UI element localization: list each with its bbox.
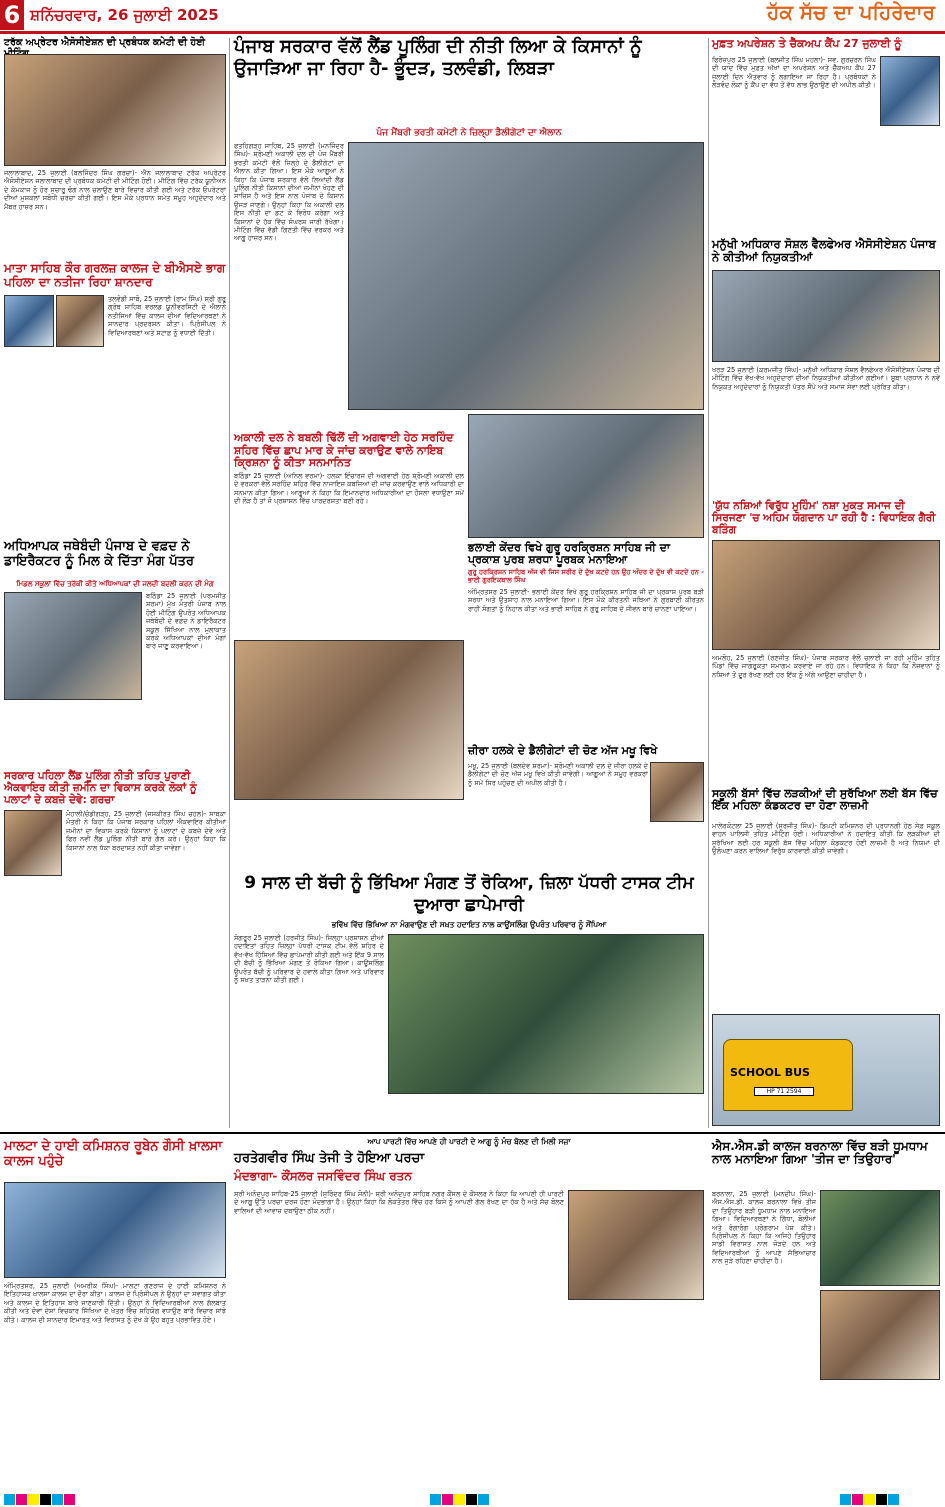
c1-body: ਫਿਰੋਜ਼ਪੁਰ 25 ਜੁਲਾਈ (ਬਲਜੀਤ ਸਿੰਘ ਮਹਲਾ)- ਸਵ. ਗੁਰਚਰਨ ਸਿੰਘ ਦੀ ਯਾਦ ਵਿੱਚ ਮੁਫ਼ਤ ਅੱਖਾਂ ਦਾ ਅਪਰੇਸ਼ਨ ਅਤੇ ਚੈੱਕਅਪ ਕੈਂਪ 27 ਜੁਲਾਈ ਦਿਨ ਐਤਵਾਰ ਨੂੰ ਲਗਾਇਆ ਜਾ ਰਿਹਾ ਹੈ। ਪ੍ਰਬੰਧਕਾਂ ਨੇ ਲੋੜਵੰਦ ਲੋਕਾਂ ਨੂੰ ਕੈਂਪ ਦਾ ਵੱਧ ਤੋਂ ਵੱਧ ਲਾਭ ਉਠਾਉਣ ਦੀ ਅਪੀਲ ਕੀਤੀ।	[712, 56, 876, 90]
a3-headline: ਅਧਿਆਪਕ ਜਥੇਬੰਦੀ ਪੰਜਾਬ ਦੇ ਵਫ਼ਦ ਨੇ ਡਾਇਰੈਕਟਰ ਨੂੰ ਮਿਲ ਕੇ ਦਿੱਤਾ ਮੰਗ ਪੱਤਰ	[4, 539, 194, 569]
a2-photo-1	[4, 295, 54, 347]
b1-body: ਬਠਿੰਡਾ 25 ਜੁਲਾਈ (ਅਨਿਲ ਵਰਮਾ)- ਹਲਕਾ ਇੰਚਾਰਜ ਦੀ ਅਗਵਾਈ ਹੇਠ ਸ਼੍ਰੋਮਣੀ ਅਕਾਲੀ ਦਲ ਦੇ ਵਰਕਰਾਂ ਵੱਲੋਂ ਸਰਹਿੰਦ ਸ਼ਹਿਰ ਵਿੱਚ ਨਾਜਾਇਜ਼ ਕਬਜ਼ਿਆਂ ਦੀ ਜਾਂਚ ਕਰਵਾਉਣ ਵਾਲੇ ਅਧਿਕਾਰੀ ਦਾ ਸਨਮਾਨ ਕੀਤਾ ਗਿਆ। ਆਗੂਆਂ ਨੇ ਕਿਹਾ ਕਿ ਇਮਾਨਦਾਰ ਅਧਿਕਾਰੀਆਂ ਦਾ ਹੌਸਲਾ ਵਧਾਉਣਾ ਸਮੇਂ ਦੀ ਲੋੜ ਹੈ ਤਾਂ ਜੋ ਪ੍ਰਸ਼ਾਸਨ ਵਿੱਚ ਪਾਰਦਰਸ਼ਤਾ ਬਣੀ ਰਹੇ।	[234, 472, 464, 506]
b4-headline: 9 ਸਾਲ ਦੀ ਬੱਚੀ ਨੂੰ ਭਿੱਖਿਆ ਮੰਗਣ ਤੋਂ ਰੋਕਿਆ, ਜ਼ਿਲਾ ਪੱਧਰੀ ਟਾਸਕ ਟੀਮ ਦੁਆਰਾ ਛਾਪੇਮਾਰੀ	[244, 873, 694, 915]
d2-photo-1	[820, 1190, 940, 1286]
b5-headline: ਹਰਤੇਗਵੀਰ ਸਿੰਘ ਤੇਜੀ ਤੇ ਹੋਇਆ ਪਰਚਾ	[234, 1151, 425, 1166]
b3-headline: ਜ਼ੀਰਾ ਹਲਕੇ ਦੇ ਡੈਲੀਗੇਟਾਂ ਦੀ ਚੋਣ ਅੱਜ ਮਖੂ ਵਿਖੇ	[468, 744, 658, 757]
page-number: 6	[3, 1, 21, 29]
c3-photo	[712, 540, 940, 650]
d1-photo	[4, 1182, 226, 1278]
a2-headline: ਮਾਤਾ ਸਾਹਿਬ ਕੌਰ ਗਰਲਜ਼ ਕਾਲਜ ਦੇ ਬੀਐਸਏ ਭਾਗ ਪਹਿਲਾ ਦਾ ਨਤੀਜਾ ਰਿਹਾ ਸ਼ਾਨਦਾਰ	[4, 261, 226, 289]
a3-photo	[4, 592, 142, 700]
a4-headline: ਸਰਕਾਰ ਪਹਿਲਾ ਲੈਂਡ ਪੂਲਿੰਗ ਨੀਤੀ ਤਹਿਤ ਪੁਰਾਣੀ ਐਕਵਾਇਰ ਕੀਤੀ ਜ਼ਮੀਨ ਦਾ ਵਿਕਾਸ ਕਰਕੇ ਲੋਕਾਂ ਨੂੰ ਪਲਾਟਾਂ ਦੇ ਕਬਜ਼ੇ ਦੇਵੇ: ਗਰਚਾ	[4, 770, 197, 807]
lead-headline: ਪੰਜਾਬ ਸਰਕਾਰ ਵੱਲੋਂ ਲੈਂਡ ਪੂਲਿੰਗ ਦੀ ਨੀਤੀ ਲਿਆ ਕੇ ਕਿਸਾਨਾਂ ਨੂੰ ਉਜਾੜਿਆ ਜਾ ਰਿਹਾ ਹੈ- ਭੂੰਦੜ, ਤਲਵੰਡੀ, ਲਿਬੜਾ	[234, 36, 642, 79]
c2-headline: ਮਨੁੱਖੀ ਅਧਿਕਾਰ ਸੋਸ਼ਲ ਵੈਲਫੇਅਰ ਐਸੋਸੀਏਸ਼ਨ ਪੰਜਾਬ ਨੇ ਕੀਤੀਆਂ ਨਿਯੁਕਤੀਆਂ	[712, 237, 936, 264]
b2-headline: ਭਲਾਈ ਕੇਂਦਰ ਵਿਖੇ ਗੁਰੂ ਹਰਕ੍ਰਿਸ਼ਨ ਸਾਹਿਬ ਜੀ ਦਾ ਪ੍ਰਕਾਸ਼ ਪੁਰਬ ਸ਼ਰਧਾ ਪੂਰਬਕ ਮਨਾਇਆ	[468, 541, 671, 567]
lead-photo	[348, 142, 704, 410]
a4-photo	[4, 810, 62, 876]
c2-body: ਖਰੜ 25 ਜੁਲਾਈ (ਕਰਮਜੀਤ ਸਿੰਘ)- ਮਨੁੱਖੀ ਅਧਿਕਾਰ ਸੋਸ਼ਲ ਵੈਲਫੇਅਰ ਐਸੋਸੀਏਸ਼ਨ ਪੰਜਾਬ ਦੀ ਮੀਟਿੰਗ ਵਿੱਚ ਵੱਖ-ਵੱਖ ਅਹੁਦੇਦਾਰਾਂ ਦੀਆਂ ਨਿਯੁਕਤੀਆਂ ਕੀਤੀਆਂ ਗਈਆਂ। ਸੂਬਾ ਪ੍ਰਧਾਨ ਨੇ ਨਵੇਂ ਨਿਯੁਕਤ ਅਹੁਦੇਦਾਰਾਂ ਨੂੰ ਨਿਯੁਕਤੀ ਪੱਤਰ ਸੌਂਪੇ ਅਤੇ ਸਮਾਜ ਸੇਵਾ ਲਈ ਪ੍ਰੇਰਿਤ ਕੀਤਾ।	[712, 366, 940, 391]
d2-headline: ਐਸ.ਐਸ.ਡੀ ਕਾਲਜ ਬਰਨਾਲਾ ਵਿੱਚ ਬੜੀ ਧੂਮਧਾਮ ਨਾਲ ਮਨਾਇਆ ਗਿਆ 'ਤੀਜ ਦਾ ਤਿਉਹਾਰ'	[712, 1139, 928, 1167]
page-number-box	[0, 0, 24, 30]
d1-body: ਅੰਮ੍ਰਿਤਸਰ, 25 ਜੁਲਾਈ (ਅਮਰੀਕ ਸਿੰਘ)- ਮਾਲਟਾ ਗਣਰਾਜ ਦੇ ਹਾਈ ਕਮਿਸ਼ਨਰ ਨੇ ਇਤਿਹਾਸਕ ਖ਼ਾਲਸਾ ਕਾਲਜ ਦਾ ਦੌਰਾ ਕੀਤਾ। ਕਾਲਜ ਦੇ ਪ੍ਰਿੰਸੀਪਲ ਨੇ ਉਨ੍ਹਾਂ ਦਾ ਸਵਾਗਤ ਕੀਤਾ ਅਤੇ ਕਾਲਜ ਦੇ ਇਤਿਹਾਸ ਬਾਰੇ ਜਾਣਕਾਰੀ ਦਿੱਤੀ। ਉਨ੍ਹਾਂ ਨੇ ਵਿਦਿਆਰਥੀਆਂ ਨਾਲ ਗੱਲਬਾਤ ਕੀਤੀ ਅਤੇ ਦੋਵਾਂ ਦੇਸ਼ਾਂ ਵਿਚਕਾਰ ਸਿੱਖਿਆ ਦੇ ਖੇਤਰ ਵਿੱਚ ਸਹਿਯੋਗ ਵਧਾਉਣ ਬਾਰੇ ਵਿਚਾਰ ਸਾਂਝੇ ਕੀਤੇ। ਕਾਲਜ ਦੀ ਸ਼ਾਨਦਾਰ ਇਮਾਰਤ ਅਤੇ ਵਿਰਾਸਤ ਨੂੰ ਦੇਖ ਕੇ ਉਹ ਬਹੁਤ ਪ੍ਰਭਾਵਿਤ ਹੋਏ।	[4, 1282, 226, 1324]
b5-photo	[568, 1190, 704, 1300]
b1-photo	[234, 640, 464, 800]
header-rule	[0, 31, 945, 34]
bus-plate: HP 71 2594	[754, 1087, 814, 1096]
d2-photo-2	[820, 1290, 940, 1380]
b3-body: ਮਖੂ, 25 ਜੁਲਾਈ (ਬਲਦੇਵ ਸ਼ਰਮਾ)- ਸ਼੍ਰੋਮਣੀ ਅਕਾਲੀ ਦਲ ਦੇ ਜ਼ੀਰਾ ਹਲਕੇ ਦੇ ਡੈਲੀਗੇਟਾਂ ਦੀ ਚੋਣ ਅੱਜ ਮਖੂ ਵਿਖੇ ਕੀਤੀ ਜਾਵੇਗੀ। ਆਗੂਆਂ ਨੇ ਸਮੂਹ ਵਰਕਰਾਂ ਨੂੰ ਸਮੇਂ ਸਿਰ ਪਹੁੰਚਣ ਦੀ ਅਪੀਲ ਕੀਤੀ ਹੈ।	[468, 762, 648, 787]
b2-body: ਅੰਮ੍ਰਿਤਸਰ 25 ਜੁਲਾਈ- ਭਲਾਈ ਕੇਂਦਰ ਵਿਖੇ ਗੁਰੂ ਹਰਕ੍ਰਿਸ਼ਨ ਸਾਹਿਬ ਜੀ ਦਾ ਪ੍ਰਕਾਸ਼ ਪੁਰਬ ਬੜੀ ਸ਼ਰਧਾ ਅਤੇ ਉਤਸ਼ਾਹ ਨਾਲ ਮਨਾਇਆ ਗਿਆ। ਇਸ ਮੌਕੇ ਕੀਰਤਨੀ ਜਥਿਆਂ ਨੇ ਗੁਰਬਾਣੀ ਕੀਰਤਨ ਰਾਹੀਂ ਸੰਗਤਾਂ ਨੂੰ ਨਿਹਾਲ ਕੀਤਾ ਅਤੇ ਭਾਈ ਸਾਹਿਬ ਨੇ ਗੁਰੂ ਸਾਹਿਬ ਦੇ ਜੀਵਨ ਬਾਰੇ ਚਾਨਣਾ ਪਾਇਆ।	[468, 588, 704, 613]
color-bar-right	[840, 1490, 940, 1504]
c1-photo	[880, 56, 940, 126]
c2-photo	[712, 270, 940, 362]
d1-headline: ਮਾਲਟਾ ਦੇ ਹਾਈ ਕਮਿਸ਼ਨਰ ਰੂਬੇਨ ਗੌਸੀ ਖ਼ਾਲਸਾ ਕਾਲਜ ਪਹੁੰਚੇ	[4, 1139, 223, 1169]
b3-photo	[650, 762, 704, 822]
b5-body: ਸ੍ਰੀ ਅਨੰਦਪੁਰ ਸਾਹਿਬ-25 ਜੁਲਾਈ (ਸੁਰਿੰਦਰ ਸਿੰਘ ਸੋਨੀ)- ਸ੍ਰੀ ਅਨੰਦਪੁਰ ਸਾਹਿਬ ਨਗਰ ਕੌਂਸਲ ਦੇ ਕੌਂਸਲਰ ਨੇ ਕਿਹਾ ਕਿ ਆਪਣੀ ਹੀ ਪਾਰਟੀ ਦੇ ਆਗੂ ਉੱਤੇ ਪਰਚਾ ਦਰਜ ਹੋਣਾ ਮੰਦਭਾਗਾ ਹੈ। ਉਨ੍ਹਾਂ ਕਿਹਾ ਕਿ ਲੋਕਤੰਤਰ ਵਿੱਚ ਹਰ ਕਿਸੇ ਨੂੰ ਆਪਣੀ ਗੱਲ ਰੱਖਣ ਦਾ ਹੱਕ ਹੈ ਅਤੇ ਸੱਚ ਬੋਲਣ ਵਾਲਿਆਂ ਦੀ ਆਵਾਜ਼ ਦਬਾਉਣਾ ਠੀਕ ਨਹੀਂ।	[234, 1190, 564, 1215]
column-rule-left	[229, 38, 230, 1128]
a3-subhead: ਮਿਡਲ ਸਕੂਲਾਂ ਵਿੱਚ ਤਰੱਕੀ ਕੀਤੇ ਅਧਿਆਪਕਾਂ ਦੀ ਜਲਦੀ ਬਦਲੀ ਕਰਨ ਦੀ ਮੰਗ	[16, 580, 214, 588]
a1-photo	[4, 54, 226, 166]
c4-body: ਮਾਲੇਰਕੋਟਲਾ 25 ਜੁਲਾਈ (ਸੁਰਜੀਤ ਸਿੰਘ)- ਡਿਪਟੀ ਕਮਿਸ਼ਨਰ ਦੀ ਪ੍ਰਧਾਨਗੀ ਹੇਠ ਸੇਫ਼ ਸਕੂਲ ਵਾਹਨ ਪਾਲਿਸੀ ਤਹਿਤ ਮੀਟਿੰਗ ਹੋਈ। ਅਧਿਕਾਰੀਆਂ ਨੇ ਹਦਾਇਤ ਕੀਤੀ ਕਿ ਲੜਕੀਆਂ ਦੀ ਸੁਰੱਖਿਆ ਲਈ ਹਰ ਸਕੂਲੀ ਬੱਸ ਵਿੱਚ ਮਹਿਲਾ ਕੰਡਕਟਰ ਹੋਣੀ ਲਾਜ਼ਮੀ ਹੈ ਅਤੇ ਨਿਯਮਾਂ ਦੀ ਉਲੰਘਣਾ ਕਰਨ ਵਾਲਿਆਂ ਵਿਰੁੱਧ ਕਾਰਵਾਈ ਕੀਤੀ ਜਾਵੇਗੀ।	[712, 822, 940, 856]
bus-body	[723, 1039, 853, 1111]
a4-body: ਮੋਹਾਲੀ/ਚੰਡੀਗੜ੍ਹ, 25 ਜੁਲਾਈ (ਜਸਕੀਰਤ ਸਿੰਘ ਚਹਲ)- ਸਾਬਕਾ ਮੰਤਰੀ ਨੇ ਕਿਹਾ ਕਿ ਪੰਜਾਬ ਸਰਕਾਰ ਪਹਿਲਾਂ ਐਕਵਾਇਰ ਕੀਤੀਆਂ ਜ਼ਮੀਨਾਂ ਦਾ ਵਿਕਾਸ ਕਰਕੇ ਕਿਸਾਨਾਂ ਨੂੰ ਪਲਾਟਾਂ ਦੇ ਕਬਜ਼ੇ ਦੇਵੇ ਅਤੇ ਫਿਰ ਨਵੀਂ ਲੈਂਡ ਪੂਲਿੰਗ ਨੀਤੀ ਬਾਰੇ ਗੱਲ ਕਰੇ। ਉਨ੍ਹਾਂ ਕਿਹਾ ਕਿ ਕਿਸਾਨਾਂ ਨਾਲ ਧੱਕਾ ਬਰਦਾਸ਼ਤ ਨਹੀਂ ਕੀਤਾ ਜਾਵੇਗਾ।	[66, 810, 226, 852]
lead-body: ਫਤਹਿਗੜ੍ਹ ਸਾਹਿਬ, 25 ਜੁਲਾਈ (ਮਨਜਿੰਦਰ ਸਿੰਘ)- ਸ਼੍ਰੋਮਣੀ ਅਕਾਲੀ ਦਲ ਦੀ ਪੰਜ ਮੈਂਬਰੀ ਭਰਤੀ ਕਮੇਟੀ ਵੱਲੋਂ ਜ਼ਿਲ੍ਹੇ ਦੇ ਡੈਲੀਗੇਟਾਂ ਦਾ ਐਲਾਨ ਕੀਤਾ ਗਿਆ। ਇਸ ਮੌਕੇ ਆਗੂਆਂ ਨੇ ਕਿਹਾ ਕਿ ਪੰਜਾਬ ਸਰਕਾਰ ਵੱਲੋਂ ਲਿਆਂਦੀ ਲੈਂਡ ਪੂਲਿੰਗ ਨੀਤੀ ਕਿਸਾਨਾਂ ਦੀਆਂ ਜ਼ਮੀਨਾਂ ਖੋਹਣ ਦੀ ਸਾਜ਼ਿਸ਼ ਹੈ ਅਤੇ ਇਸ ਨਾਲ ਪੰਜਾਬ ਦੇ ਕਿਸਾਨ ਉਜੜ ਜਾਣਗੇ। ਉਨ੍ਹਾਂ ਕਿਹਾ ਕਿ ਅਕਾਲੀ ਦਲ ਇਸ ਨੀਤੀ ਦਾ ਡਟ ਕੇ ਵਿਰੋਧ ਕਰੇਗਾ ਅਤੇ ਕਿਸਾਨਾਂ ਦੇ ਹੱਕ ਵਿੱਚ ਸੰਘਰਸ਼ ਜਾਰੀ ਰੱਖੇਗਾ। ਮੀਟਿੰਗ ਵਿੱਚ ਵੱਡੀ ਗਿਣਤੀ ਵਿੱਚ ਵਰਕਰ ਅਤੇ ਆਗੂ ਹਾਜ਼ਰ ਸਨ।	[234, 142, 344, 243]
bus-label: SCHOOL BUS	[730, 1066, 852, 1079]
a1-headline: ਟਰੱਕ ਅਪ੍ਰੇਟਰ ਐਸੋਸੀਏਸ਼ਨ ਦੀ ਪ੍ਰਬੰਧਕ ਕਮੇਟੀ ਦੀ ਹੋਈ	[4, 37, 206, 48]
c3-headline: 'ਯੁੱਧ ਨਸ਼ਿਆਂ ਵਿਰੁੱਧ ਮੁਹਿੰਮ' ਨਸ਼ਾ ਮੁਕਤ ਸਮਾਜ ਦੀ ਸਿਰਜਣਾ 'ਚ ਅਹਿਮ ਯੋਗਦਾਨ ਪਾ ਰਹੀ ਹੈ : ਵਿਧਾਇਕ ਗੈਰੀ ਬੜਿੰਗ	[712, 500, 936, 537]
b2-photo	[468, 414, 704, 538]
bottom-rule	[0, 1132, 945, 1134]
c4-headline: ਸਕੂਲੀ ਬੱਸਾਂ ਵਿੱਚ ਲੜਕੀਆਂ ਦੀ ਸੁਰੱਖਿਆ ਲਈ ਬੱਸ ਵਿੱਚ ਇੱਕ ਮਹਿਲਾ ਕੰਡਕਟਰ ਦਾ ਹੋਣਾ ਲਾਜ਼ਮੀ	[712, 787, 938, 813]
masthead	[767, 0, 935, 24]
a2-body: ਤਲਵੰਡੀ ਸਾਬੋ, 25 ਜੁਲਾਈ (ਰਾਮ ਸਿੰਘ) ਸ੍ਰੀ ਗੁਰੂ ਗ੍ਰੰਥ ਸਾਹਿਬ ਵਰਲਡ ਯੂਨੀਵਰਸਿਟੀ ਦੇ ਐਲਾਨੇ ਨਤੀਜਿਆਂ ਵਿੱਚ ਕਾਲਜ ਦੀਆਂ ਵਿਦਿਆਰਥਣਾਂ ਨੇ ਸ਼ਾਨਦਾਰ ਪ੍ਰਦਰਸ਼ਨ ਕੀਤਾ। ਪ੍ਰਿੰਸੀਪਲ ਨੇ ਵਿਦਿਆਰਥਣਾਂ ਅਤੇ ਸਟਾਫ਼ ਨੂੰ ਵਧਾਈ ਦਿੱਤੀ।	[108, 295, 226, 337]
b5-subhead: ਮੰਦਭਾਗਾ- ਕੌਂਸਲਰ ਜਸਵਿੰਦਰ ਸਿੰਘ ਰਤਨ	[234, 1169, 412, 1183]
masthead-title: ਹੱਕ ਸੱਚ ਦਾ ਪਹਿਰੇਦਾਰ	[767, 0, 935, 24]
page-date: ਸ਼ਨਿੱਚਰਵਾਰ, 26 ਜੁਲਾਈ 2025	[30, 6, 219, 24]
b4-subhead: ਭਵਿੱਖ ਵਿੱਚ ਭਿੱਖਿਆ ਨਾ ਮੰਗਵਾਉਣ ਦੀ ਸਖ਼ਤ ਹਦਾਇਤ ਨਾਲ ਕਾਊਂਸਲਿੰਗ ਉਪਰੰਤ ਪਰਿਵਾਰ ਨੂੰ ਸੌਂਪਿਆ	[331, 920, 607, 929]
color-bar-center	[430, 1490, 530, 1504]
b5-kicker: ਆਪ ਪਾਰਟੀ ਵਿੱਚ ਆਪਣੇ ਹੀ ਪਾਰਟੀ ਦੇ ਆਗੂ ਨੂੰ ਮੰਚ ਬੋਲਣ ਦੀ ਮਿਲੀ ਸਜ਼ਾ	[367, 1137, 571, 1146]
school-bus-photo	[712, 1014, 940, 1126]
d2-body: ਬਰਨਾਲਾ, 25 ਜੁਲਾਈ (ਮਨਦੀਪ ਸਿੰਘ)- ਐਸ.ਐਸ.ਡੀ. ਕਾਲਜ ਬਰਨਾਲਾ ਵਿਖੇ ਤੀਜ ਦਾ ਤਿਉਹਾਰ ਬੜੀ ਧੂਮਧਾਮ ਨਾਲ ਮਨਾਇਆ ਗਿਆ। ਵਿਦਿਆਰਥਣਾਂ ਨੇ ਗਿੱਧਾ, ਬੋਲੀਆਂ ਅਤੇ ਰੰਗਾਰੰਗ ਪ੍ਰੋਗਰਾਮ ਪੇਸ਼ ਕੀਤੇ। ਪ੍ਰਿੰਸੀਪਲ ਨੇ ਕਿਹਾ ਕਿ ਅਜਿਹੇ ਤਿਉਹਾਰ ਸਾਡੀ ਵਿਰਾਸਤ ਨਾਲ ਜੋੜਦੇ ਹਨ ਅਤੇ ਵਿਦਿਆਰਥੀਆਂ ਨੂੰ ਆਪਣੇ ਸੱਭਿਆਚਾਰ ਨਾਲ ਜੁੜੇ ਰਹਿਣਾ ਚਾਹੀਦਾ ਹੈ।	[712, 1190, 816, 1266]
b2-subhead: ਗੁਰੂ ਹਰਕ੍ਰਿਸ਼ਨ ਸਾਹਿਬ ਅੱਜ ਵੀ ਜਿਸ ਸਰੀਰ ਦੇ ਦੁੱਖ ਕਟਦੇ ਹਨ ਉਹ ਅੰਦਰ ਦੇ ਦੁੱਖ ਵੀ ਕਟਦੇ ਹਨ - ਭਾਈ ਗੁਰਇਕਬਾਲ ਸਿੰਘ	[468, 568, 704, 585]
a3-body: ਬਠਿੰਡਾ 25 ਜੁਲਾਈ (ਪਰਮਜੀਤ ਸ਼ਰਮਾ) ਮੁੱਖ ਮੰਤਰੀ ਪੰਜਾਬ ਨਾਲ ਹੋਈ ਮੀਟਿੰਗ ਉਪਰੰਤ ਅਧਿਆਪਕ ਜਥੇਬੰਦੀ ਦੇ ਵਫ਼ਦ ਨੇ ਡਾਇਰੈਕਟਰ ਸਕੂਲ ਸਿੱਖਿਆ ਨਾਲ ਮੁਲਾਕਾਤ ਕਰਕੇ ਅਧਿਆਪਕਾਂ ਦੀਆਂ ਮੰਗਾਂ ਬਾਰੇ ਜਾਣੂ ਕਰਵਾਇਆ।	[146, 592, 226, 651]
lead-subhead: ਪੰਜ ਮੈਂਬਰੀ ਭਰਤੀ ਕਮੇਟੀ ਨੇ ਜ਼ਿਲ੍ਹਾ ਡੈਲੀਗੇਟਾਂ ਦਾ ਐਲਾਨ	[376, 128, 562, 138]
b4-body: ਸੰਗਰੂਰ 25 ਜੁਲਾਈ (ਹਰਜੀਤ ਸਿੰਘ)- ਜ਼ਿਲ੍ਹਾ ਪ੍ਰਸ਼ਾਸਨ ਦੀਆਂ ਹਦਾਇਤਾਂ ਤਹਿਤ ਜ਼ਿਲ੍ਹਾ ਪੱਧਰੀ ਟਾਸਕ ਟੀਮ ਵੱਲੋਂ ਸ਼ਹਿਰ ਦੇ ਵੱਖ-ਵੱਖ ਹਿੱਸਿਆਂ ਵਿੱਚ ਛਾਪੇਮਾਰੀ ਕੀਤੀ ਗਈ ਅਤੇ ਇੱਕ 9 ਸਾਲ ਦੀ ਬੱਚੀ ਨੂੰ ਭਿੱਖਿਆ ਮੰਗਣ ਤੋਂ ਰੋਕਿਆ ਗਿਆ। ਕਾਊਂਸਲਿੰਗ ਉਪਰੰਤ ਬੱਚੀ ਨੂੰ ਪਰਿਵਾਰ ਦੇ ਹਵਾਲੇ ਕੀਤਾ ਗਿਆ ਅਤੇ ਪਰਿਵਾਰ ਨੂੰ ਸਖ਼ਤ ਤਾੜਨਾ ਕੀਤੀ ਗਈ।	[234, 934, 384, 985]
a1-body: ਜਲਾਲਾਬਾਦ, 25 ਜੁਲਾਈ (ਬਲਜਿੰਦਰ ਸਿੰਘ ਗਰਚਾ)- ਐਨ ਜਲਾਲਾਬਾਦ ਟਰੱਕ ਅਪ੍ਰੇਟਰ ਐਸੋਸੀਏਸ਼ਨ ਜਲਾਲਾਬਾਦ ਦੀ ਪ੍ਰਬੰਧਕ ਕਮੇਟੀ ਦੀ ਮੀਟਿੰਗ ਹੋਈ। ਮੀਟਿੰਗ ਵਿੱਚ ਟਰੱਕ ਯੂਨੀਅਨ ਦੇ ਕੰਮਕਾਜ ਨੂੰ ਹੋਰ ਸੁਚਾਰੂ ਢੰਗ ਨਾਲ ਚਲਾਉਣ ਬਾਰੇ ਵਿਚਾਰ ਕੀਤੀ ਗਈ ਅਤੇ ਟਰੱਕ ਓਪਰੇਟਰਾਂ ਦੀਆਂ ਮੁਸ਼ਕਲਾਂ ਸਬੰਧੀ ਚਰਚਾ ਕੀਤੀ ਗਈ। ਇਸ ਮੌਕੇ ਪ੍ਰਧਾਨ ਸਮੇਤ ਸਮੂਹ ਅਹੁਦੇਦਾਰ ਅਤੇ ਮੈਂਬਰ ਹਾਜ਼ਰ ਸਨ।	[4, 169, 226, 211]
a2-photo-2	[56, 295, 104, 347]
b1-headline: ਅਕਾਲੀ ਦਲ ਨੇ ਬਬਲੀ ਢਿੱਲੋਂ ਦੀ ਅਗਵਾਈ ਹੇਠ ਸਰਹਿੰਦ ਸ਼ਹਿਰ ਵਿੱਚ ਛਾਪ ਮਾਰ ਕੇ ਜਾਂਚ ਕਰਾਉਣ ਵਾਲੇ ਨਾਇਬ ਕ੍ਰਿਸ਼ਨਾ ਨੂੰ ਕੀਤਾ ਸਨਮਾਨਿਤ	[234, 431, 454, 470]
c3-body: ਅਮਲੋਹ, 25 ਜੁਲਾਈ (ਰਣਜੀਤ ਸਿੰਘ)- ਪੰਜਾਬ ਸਰਕਾਰ ਵੱਲੋਂ ਚਲਾਈ ਜਾ ਰਹੀ ਮੁਹਿੰਮ ਤਹਿਤ ਪਿੰਡਾਂ ਵਿੱਚ ਜਾਗਰੂਕਤਾ ਸਮਾਗਮ ਕਰਵਾਏ ਜਾ ਰਹੇ ਹਨ। ਵਿਧਾਇਕ ਨੇ ਕਿਹਾ ਕਿ ਨੌਜਵਾਨਾਂ ਨੂੰ ਨਸ਼ਿਆਂ ਤੋਂ ਦੂਰ ਰੱਖਣ ਲਈ ਹਰ ਇੱਕ ਨੂੰ ਅੱਗੇ ਆਉਣਾ ਚਾਹੀਦਾ ਹੈ।	[712, 654, 940, 679]
color-bar-left	[4, 1490, 104, 1504]
c1-headline: ਮੁਫ਼ਤ ਅਪਰੇਸ਼ਨ ਤੇ ਚੈੱਕਅਪ ਕੈਂਪ 27 ਜੁਲਾਈ ਨੂੰ	[712, 37, 902, 50]
column-rule-right	[708, 38, 709, 1128]
b4-photo	[388, 934, 704, 1094]
